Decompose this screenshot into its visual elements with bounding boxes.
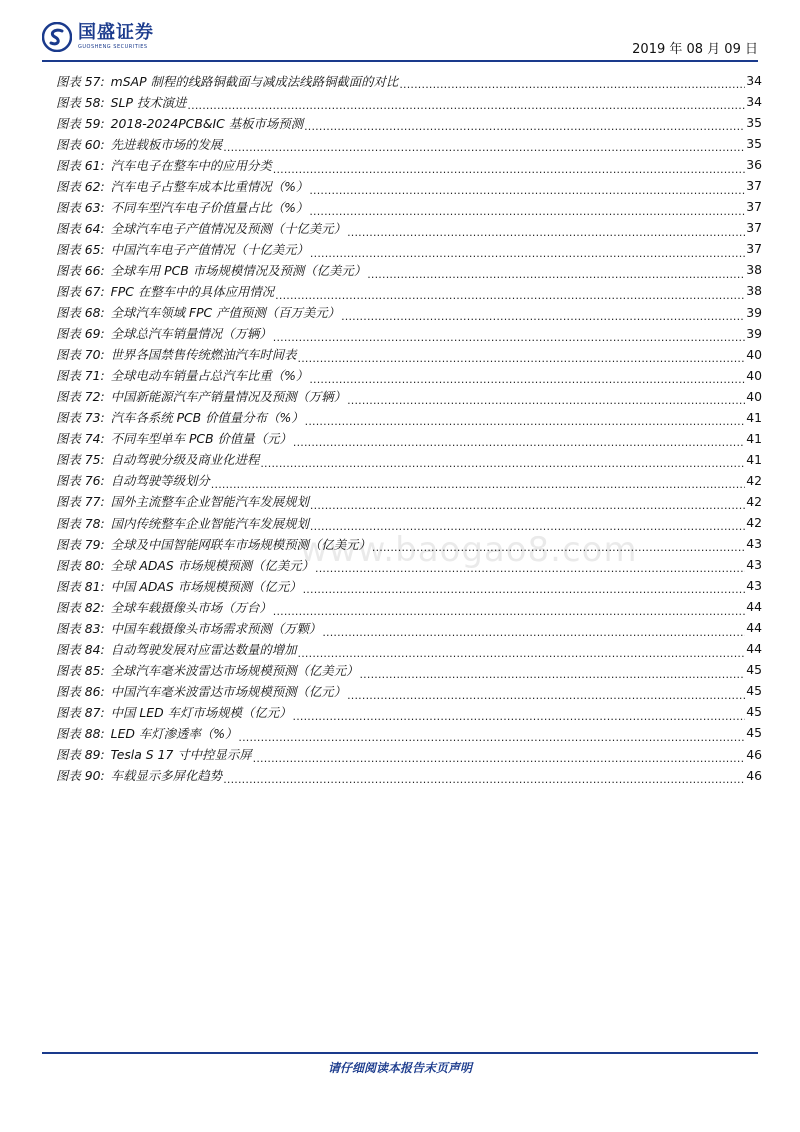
toc-entry[interactable]	[56, 449, 762, 470]
toc-dot-leader	[310, 245, 745, 257]
toc-entry[interactable]	[56, 575, 762, 596]
toc-entry[interactable]	[56, 680, 762, 701]
toc-entry[interactable]	[56, 196, 762, 217]
figure-index-list	[56, 70, 762, 786]
toc-dot-leader	[310, 518, 745, 530]
toc-dot-leader	[347, 224, 745, 236]
toc-entry-title: 不同车型汽车电子价值量占比（%）	[110, 199, 309, 215]
toc-entry-label: 图表 62:	[56, 178, 105, 194]
toc-entry[interactable]	[56, 238, 762, 259]
page-header	[0, 0, 800, 64]
toc-dot-leader	[315, 560, 745, 572]
toc-entry[interactable]	[56, 407, 762, 428]
toc-entry[interactable]	[56, 638, 762, 659]
toc-entry-title: 全球车载摄像头市场（万台）	[110, 599, 272, 615]
toc-entry-page: 37	[746, 199, 762, 215]
company-logo	[42, 22, 154, 52]
toc-entry-label: 图表 83:	[56, 620, 105, 636]
toc-dot-leader	[293, 434, 745, 446]
toc-entry-page: 44	[746, 641, 762, 657]
toc-dot-leader	[223, 771, 745, 783]
toc-entry-page: 42	[746, 493, 762, 509]
toc-entry-label: 图表 71:	[56, 368, 105, 384]
toc-entry[interactable]	[56, 259, 762, 280]
toc-entry-title: 中国 LED 车灯市场规模（亿元）	[110, 704, 292, 720]
toc-entry-page: 43	[746, 557, 762, 573]
toc-entry[interactable]	[56, 744, 762, 765]
toc-dot-leader	[303, 581, 746, 593]
toc-entry-title: 汽车各系统 PCB 价值量分布（%）	[110, 410, 304, 426]
toc-entry-page: 38	[746, 262, 762, 278]
toc-entry[interactable]	[56, 217, 762, 238]
toc-entry-label: 图表 72:	[56, 389, 105, 405]
toc-entry-title: 全球汽车毫米波雷达市场规模预测（亿美元）	[110, 662, 359, 678]
toc-dot-leader	[309, 203, 745, 215]
toc-entry-page: 45	[746, 683, 762, 699]
toc-entry-page: 42	[746, 472, 762, 488]
toc-entry-label: 图表 84:	[56, 641, 105, 657]
toc-entry-label: 图表 90:	[56, 768, 105, 784]
toc-entry[interactable]	[56, 470, 762, 491]
toc-entry-title: SLP 技术演进	[110, 94, 187, 110]
toc-entry[interactable]	[56, 112, 762, 133]
toc-entry-page: 41	[746, 409, 762, 425]
toc-entry[interactable]	[56, 175, 762, 196]
toc-dot-leader	[347, 392, 745, 404]
toc-entry-label: 图表 75:	[56, 452, 105, 468]
logo-name-en: GUOSHENG SECURITIES	[78, 44, 148, 50]
toc-entry-title: 自动驾驶分级及商业化进程	[110, 452, 260, 468]
footer-disclaimer-note: 请仔细阅读本报告末页声明	[327, 1061, 472, 1075]
toc-entry-label: 图表 68:	[56, 305, 105, 321]
toc-entry[interactable]	[56, 344, 762, 365]
toc-entry-title: 中国汽车毫米波雷达市场规模预测（亿元）	[110, 683, 347, 699]
toc-entry-title: 汽车电子占整车成本比重情况（%）	[110, 178, 309, 194]
toc-entry-title: 全球及中国智能网联车市场规模预测（亿美元）	[110, 536, 371, 552]
toc-entry-title: 中国车载摄像头市场需求预测（万颗）	[110, 620, 322, 636]
toc-entry-label: 图表 58:	[56, 94, 105, 110]
toc-entry-label: 图表 60:	[56, 136, 105, 152]
toc-entry-page: 35	[746, 136, 762, 152]
toc-entry-page: 35	[746, 115, 762, 131]
toc-entry-title: 全球汽车领域 FPC 产值预测（百万美元）	[110, 305, 341, 321]
toc-entry[interactable]	[56, 617, 762, 638]
toc-entry-page: 45	[746, 704, 762, 720]
toc-entry-label: 图表 69:	[56, 326, 105, 342]
toc-entry-page: 34	[746, 73, 762, 89]
toc-entry-page: 40	[746, 388, 762, 404]
toc-entry-title: mSAP 制程的线路铜截面与减成法线路铜截面的对比	[110, 73, 399, 89]
toc-entry-label: 图表 59:	[56, 115, 105, 131]
toc-dot-leader	[187, 97, 745, 109]
toc-dot-leader	[275, 287, 745, 299]
toc-entry-label: 图表 70:	[56, 347, 105, 363]
toc-dot-leader	[223, 139, 745, 151]
toc-entry-page: 43	[746, 536, 762, 552]
toc-dot-leader	[293, 708, 746, 720]
toc-entry-title: 全球总汽车销量情况（万辆）	[110, 326, 272, 342]
toc-entry-label: 图表 89:	[56, 747, 105, 763]
toc-entry-page: 38	[746, 283, 762, 299]
toc-dot-leader	[359, 666, 745, 678]
toc-dot-leader	[309, 371, 745, 383]
toc-entry-label: 图表 79:	[56, 536, 105, 552]
toc-dot-leader	[304, 118, 745, 130]
toc-entry[interactable]	[56, 133, 762, 154]
toc-entry-title: 全球车用 PCB 市场规模情况及预测（亿美元）	[110, 262, 367, 278]
toc-entry-page: 40	[746, 367, 762, 383]
toc-entry-title: 中国新能源汽车产销量情况及预测（万辆）	[110, 389, 347, 405]
toc-entry-label: 图表 80:	[56, 557, 105, 573]
logo-name-cn: 国盛证券	[78, 22, 154, 43]
toc-entry-label: 图表 82:	[56, 599, 105, 615]
toc-entry-title: 车载显示多屏化趋势	[110, 768, 223, 784]
toc-entry[interactable]	[56, 280, 762, 301]
toc-entry-title: 国外主流整车企业智能汽车发展规划	[110, 494, 309, 510]
header-divider	[42, 60, 758, 62]
toc-entry-page: 45	[746, 725, 762, 741]
toc-entry-title: 先进载板市场的发展	[110, 136, 223, 152]
toc-entry-title: 不同车型单车 PCB 价值量（元）	[110, 431, 292, 447]
toc-dot-leader	[347, 687, 745, 699]
toc-entry-page: 46	[746, 767, 762, 783]
toc-entry-page: 39	[746, 304, 762, 320]
toc-entry-title: 全球汽车电子产值情况及预测（十亿美元）	[110, 220, 347, 236]
toc-entry-label: 图表 87:	[56, 704, 105, 720]
toc-entry-label: 图表 74:	[56, 431, 105, 447]
toc-entry-label: 图表 61:	[56, 157, 105, 173]
toc-entry-page: 42	[746, 515, 762, 530]
toc-entry-title: 中国 ADAS 市场规模预测（亿元）	[110, 578, 302, 594]
toc-entry-title: 中国汽车电子产值情况（十亿美元）	[110, 241, 309, 257]
toc-entry-title: LED 车灯渗透率（%）	[110, 725, 238, 741]
toc-entry-title: 世界各国禁售传统燃油汽车时间表	[110, 347, 297, 363]
toc-entry[interactable]	[56, 91, 762, 112]
toc-entry-page: 40	[746, 346, 762, 362]
toc-dot-leader	[238, 729, 745, 741]
toc-dot-leader	[367, 266, 745, 278]
toc-entry-page: 41	[746, 430, 762, 446]
toc-entry-label: 图表 81:	[56, 578, 105, 594]
toc-dot-leader	[309, 182, 745, 194]
toc-entry[interactable]	[56, 302, 762, 323]
toc-dot-leader	[399, 76, 745, 88]
toc-entry-page: 34	[746, 94, 762, 110]
report-date: 2019 年 08 月 09 日	[632, 42, 758, 57]
toc-entry-title: 全球电动车销量占总汽车比重（%）	[110, 368, 309, 384]
toc-entry-title: 汽车电子在整车中的应用分类	[110, 157, 272, 173]
toc-entry-label: 图表 63:	[56, 199, 105, 215]
toc-dot-leader	[372, 539, 745, 551]
toc-entry-page: 37	[746, 220, 762, 236]
toc-entry[interactable]	[56, 154, 762, 175]
toc-entry-title: 2018-2024PCB&IC 基板市场预测	[110, 115, 304, 131]
toc-dot-leader	[273, 329, 745, 341]
toc-entry[interactable]	[56, 533, 762, 554]
toc-entry-page: 43	[746, 578, 762, 594]
toc-entry-title: 自动驾驶发展对应雷达数量的增加	[110, 641, 297, 657]
toc-dot-leader	[211, 476, 745, 488]
toc-entry[interactable]	[56, 365, 762, 386]
toc-dot-leader	[341, 308, 745, 320]
toc-entry[interactable]	[56, 491, 762, 512]
toc-entry-label: 图表 64:	[56, 220, 105, 236]
toc-entry-page: 45	[746, 662, 762, 678]
toc-entry[interactable]	[56, 596, 762, 617]
toc-entry-label: 图表 86:	[56, 683, 105, 699]
toc-entry-page: 41	[746, 451, 762, 467]
toc-entry[interactable]	[56, 659, 762, 680]
toc-entry-page: 37	[746, 178, 762, 194]
toc-dot-leader	[305, 413, 746, 425]
toc-entry-label: 图表 78:	[56, 515, 105, 531]
toc-dot-leader	[298, 350, 746, 362]
toc-dot-leader	[253, 750, 746, 762]
toc-entry-label: 图表 76:	[56, 473, 105, 489]
logo-mark-icon	[42, 22, 72, 52]
toc-entry-title: 自动驾驶等级划分	[110, 473, 210, 489]
toc-entry-page: 46	[746, 746, 762, 762]
toc-entry-title: 全球 ADAS 市场规模预测（亿美元）	[110, 557, 314, 573]
toc-entry-page: 36	[746, 157, 762, 173]
toc-entry-title: FPC 在整车中的具体应用情况	[110, 283, 275, 299]
toc-entry[interactable]	[56, 428, 762, 449]
toc-entry[interactable]	[56, 765, 762, 786]
toc-dot-leader	[298, 645, 746, 657]
toc-entry[interactable]	[56, 512, 762, 533]
toc-dot-leader	[322, 624, 745, 636]
toc-entry-label: 图表 77:	[56, 494, 105, 510]
toc-entry-label: 图表 88:	[56, 725, 105, 741]
toc-dot-leader	[273, 603, 745, 615]
toc-entry-label: 图表 67:	[56, 283, 105, 299]
toc-entry-label: 图表 65:	[56, 241, 105, 257]
toc-entry-label: 图表 57:	[56, 73, 105, 89]
toc-entry-page: 44	[746, 620, 762, 636]
toc-entry-label: 图表 66:	[56, 262, 105, 278]
toc-entry[interactable]	[56, 70, 762, 91]
toc-entry[interactable]	[56, 701, 762, 722]
watermark: www.baogao8.com	[300, 530, 638, 570]
toc-entry-title: 国内传统整车企业智能汽车发展规划	[110, 515, 309, 531]
toc-entry[interactable]	[56, 554, 762, 575]
toc-entry[interactable]	[56, 323, 762, 344]
footer-divider	[42, 1052, 758, 1054]
toc-entry[interactable]	[56, 386, 762, 407]
toc-entry-page: 44	[746, 599, 762, 615]
toc-dot-leader	[260, 455, 745, 467]
toc-entry[interactable]	[56, 722, 762, 743]
toc-entry-page: 37	[746, 241, 762, 257]
toc-entry-page: 39	[746, 325, 762, 341]
toc-entry-label: 图表 85:	[56, 662, 105, 678]
toc-entry-title: Tesla S 17 寸中控显示屏	[110, 747, 252, 763]
toc-entry-label: 图表 73:	[56, 410, 105, 426]
toc-dot-leader	[273, 161, 745, 173]
toc-dot-leader	[310, 497, 745, 509]
